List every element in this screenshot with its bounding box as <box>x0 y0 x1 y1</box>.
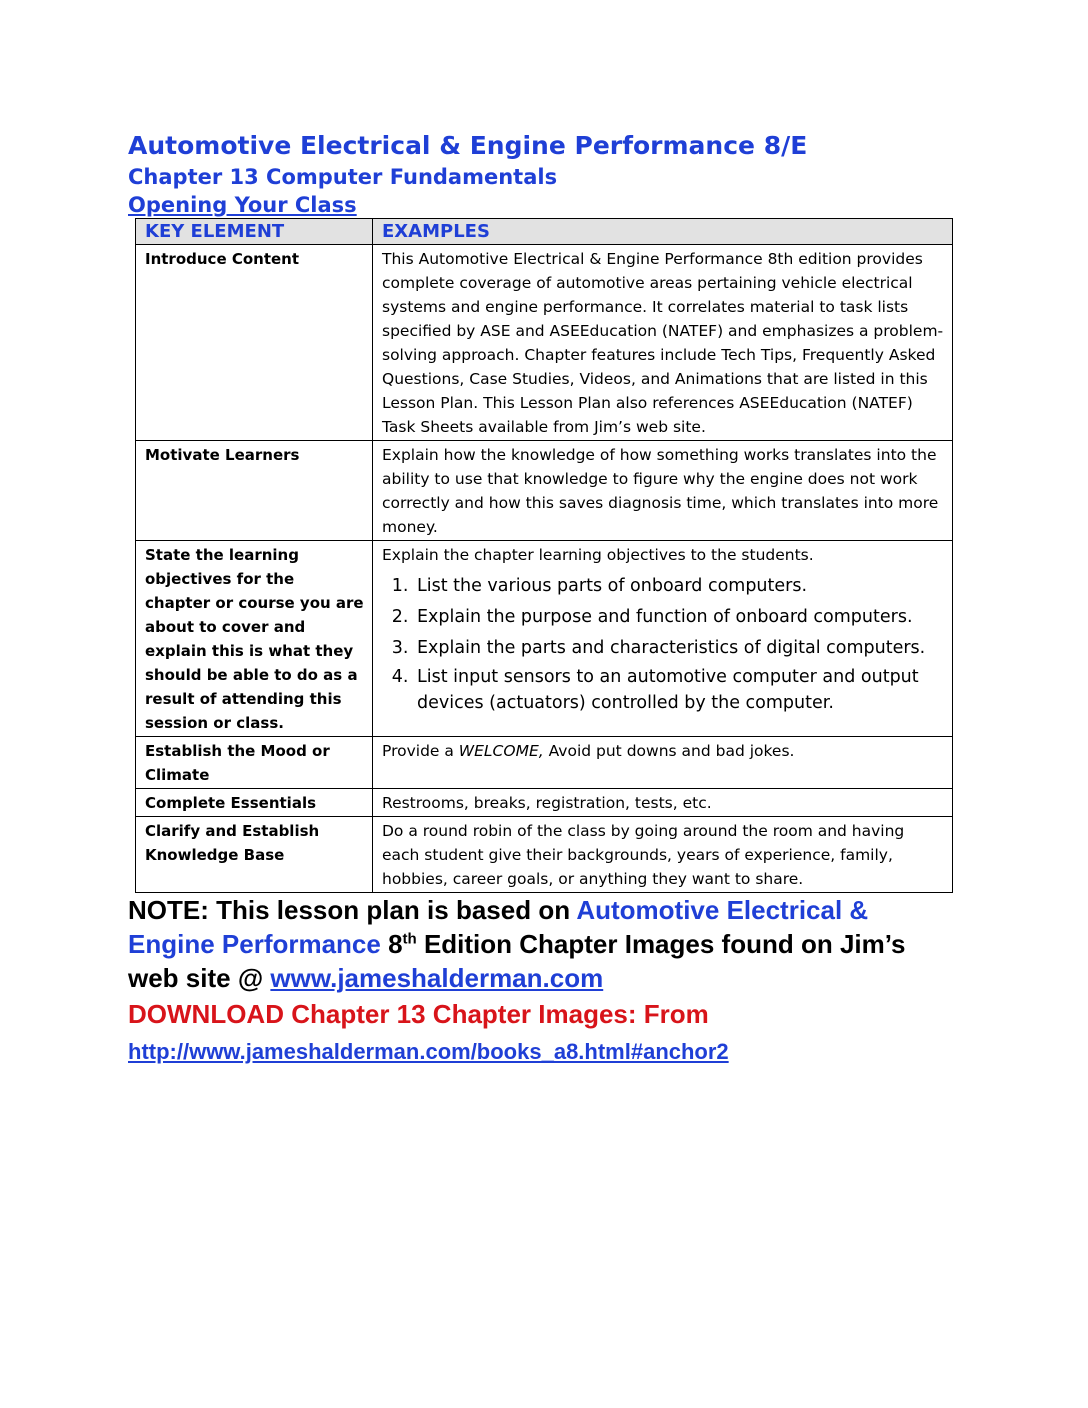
mood-text-start: Provide a <box>382 742 459 760</box>
note-prefix: NOTE: This lesson plan is based on <box>128 895 577 925</box>
section-heading: Opening Your Class <box>128 193 357 217</box>
examples-cell: This Automotive Electrical & Engine Performance 8th edition provides complete coverage of automotive areas pertaining vehicle electrical systems and engine performance. It correlates material to task lists specified by ASE and ASEEducation (NATEF) and emphasizes a problem-solving approach. Chapter features include Tech Tips, Frequently Asked Questions, Case Studies, Videos, and Animations that are listed in this Lesson Plan. This Lesson Plan also references ASEEducation (NATEF) Task Sheets available from Jim’s web site. <box>373 245 953 441</box>
table-header-row <box>136 219 953 245</box>
column-header-examples: EXAMPLES <box>373 219 953 245</box>
note-book-title: Automotive Electrical & Engine Performance <box>128 895 869 959</box>
examples-cell: Explain how the knowledge of how something works translates into the ability to use that knowledge to figure why the engine does not work correctly and how this saves diagnosis time, which translates into more money. <box>373 441 953 541</box>
document-page <box>128 130 958 1069</box>
objective-item: 4. List input sensors to an automotive computer and output devices (actuators) controlled by the computer. <box>414 664 944 716</box>
key-element-cell: Motivate Learners <box>136 441 373 541</box>
chapter-title: Chapter 13 Computer Fundamentals <box>128 165 558 189</box>
objective-item: 3. Explain the parts and characteristics of digital computers. <box>414 633 944 664</box>
examples-cell: Restrooms, breaks, registration, tests, etc. <box>373 789 953 817</box>
table-row <box>136 817 953 893</box>
table-row <box>136 737 953 789</box>
examples-cell <box>373 541 953 737</box>
key-element-cell: Introduce Content <box>136 245 373 441</box>
lesson-table <box>135 218 953 893</box>
download-heading: DOWNLOAD Chapter 13 Chapter Images: From <box>128 999 709 1029</box>
website-link[interactable]: www.jameshalderman.com <box>270 963 604 993</box>
objectives-list <box>382 571 944 716</box>
note-paragraph <box>128 893 958 995</box>
key-element-cell: Establish the Mood or Climate <box>136 737 373 789</box>
mood-text-end: Avoid put downs and bad jokes. <box>543 742 795 760</box>
download-link-line <box>128 1035 958 1069</box>
table-row <box>136 245 953 441</box>
welcome-emphasis: WELCOME, <box>458 742 544 760</box>
key-element-cell: Clarify and Establish Knowledge Base <box>136 817 373 893</box>
note-middle: Edition Chapter Images found on Jim’s web site @ <box>128 929 906 993</box>
examples-cell: Do a round robin of the class by going around the room and having each student give their backgrounds, years of experience, family, hobbies, career goals, or anything they want to share. <box>373 817 953 893</box>
document-title: Automotive Electrical & Engine Performance 8/E <box>128 131 808 160</box>
table-row <box>136 441 953 541</box>
download-link[interactable]: http://www.jameshalderman.com/books_a8.html#anchor2 <box>128 1039 729 1064</box>
note-edition: 8 <box>380 929 403 959</box>
key-element-cell: State the learning objectives for the chapter or course you are about to cover and explain this is what they should be able to do as a result of attending this session or class. <box>136 541 373 737</box>
examples-cell <box>373 737 953 789</box>
objective-item: 2. Explain the purpose and function of onboard computers. <box>414 602 944 633</box>
table-row <box>136 541 953 737</box>
column-header-key-element: KEY ELEMENT <box>136 219 373 245</box>
table-row <box>136 789 953 817</box>
key-element-cell: Complete Essentials <box>136 789 373 817</box>
objectives-intro: Explain the chapter learning objectives to the students. <box>382 546 814 564</box>
objective-item: 1. List the various parts of onboard computers. <box>414 571 944 602</box>
note-edition-suffix: th <box>402 930 417 948</box>
